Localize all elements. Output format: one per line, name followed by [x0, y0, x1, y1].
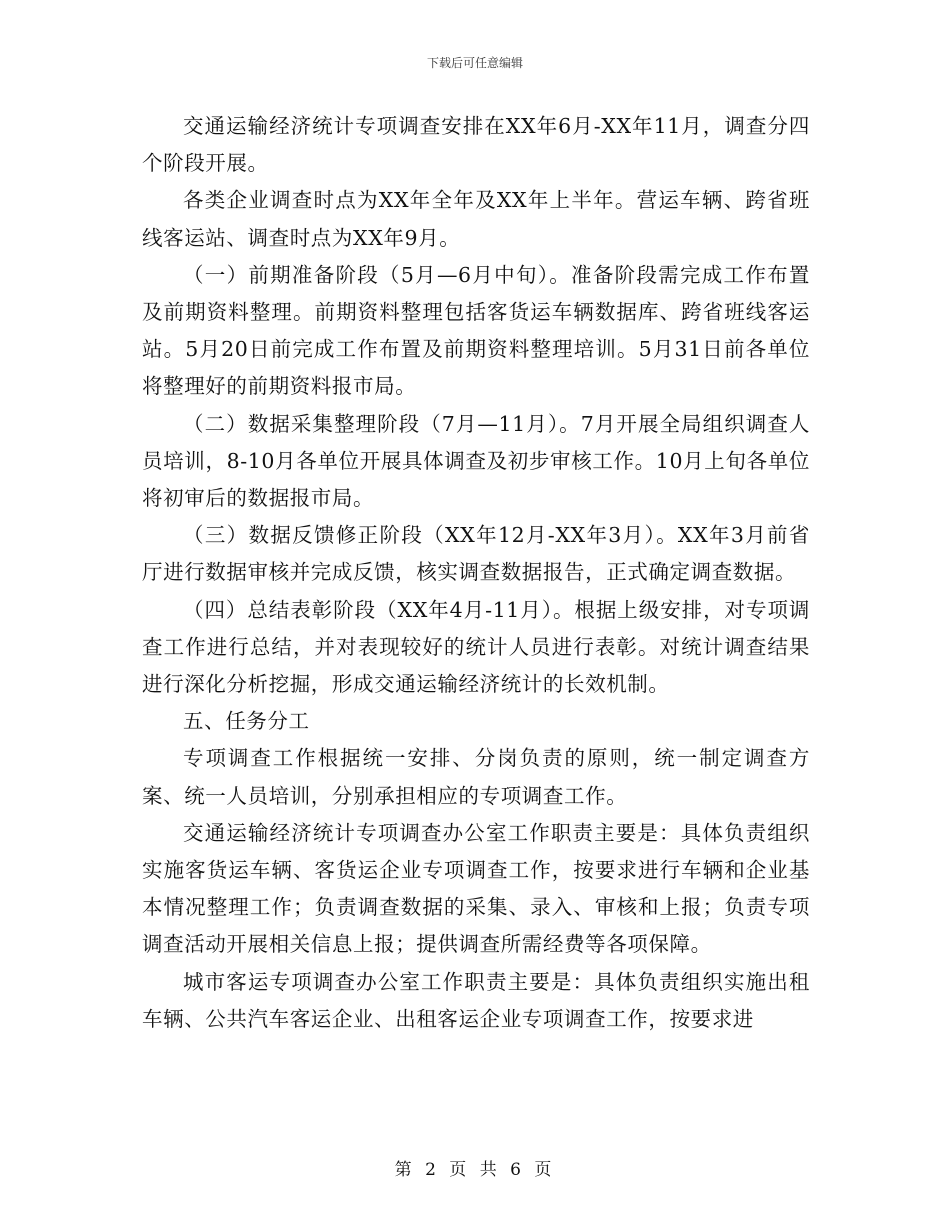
- paragraph: 交通运输经济统计专项调查办公室工作职责主要是：具体负责组织实施客货运车辆、客货运企业专项调查工作，按要求进行车辆和企业基本情况整理工作；负责调查数据的采集、录入、审核和上报；负责专项调查活动开展相关信息上报；提供调查所需经费等各项保障。: [142, 820, 810, 957]
- paragraph: （四）总结表彰阶段（XX年4月-11月）。根据上级安排，对专项调查工作进行总结，并对表现较好的统计人员进行表彰。对统计调查结果进行深化分析挖掘，形成交通运输经济统计的长效机制。: [142, 597, 810, 697]
- page-header: 下载后可任意编辑: [426, 56, 523, 70]
- paragraph: 各类企业调查时点为XX年全年及XX年上半年。营运车辆、跨省班线客运站、调查时点为XX年9月。: [142, 188, 810, 250]
- document-body: [142, 108, 810, 1038]
- paragraph: （三）数据反馈修正阶段（XX年12月-XX年3月）。XX年3月前省厅进行数据审核并完成反馈，核实调查数据报告，正式确定调查数据。: [142, 523, 810, 585]
- paragraph: （二）数据采集整理阶段（7月—11月）。7月开展全局组织调查人员培训，8-10月各单位开展具体调查及初步审核工作。10月上旬各单位将初审后的数据报市局。: [142, 411, 810, 511]
- section-heading: 五、任务分工: [183, 709, 310, 734]
- page-footer: 第 2 页 共 6 页: [394, 1160, 556, 1180]
- paragraph: 专项调查工作根据统一安排、分岗负责的原则，统一制定调查方案、统一人员培训，分别承担相应的专项调查工作。: [142, 746, 810, 808]
- paragraph: （一）前期准备阶段（5月—6月中旬）。准备阶段需完成工作布置及前期资料整理。前期资料整理包括客货运车辆数据库、跨省班线客运站。5月20日前完成工作布置及前期资料整理培训。5月31日前各单位将整理好的前期资料报市局。: [142, 262, 810, 399]
- paragraph: 交通运输经济统计专项调查安排在XX年6月-XX年11月，调查分四个阶段开展。: [142, 114, 810, 176]
- paragraph: 城市客运专项调查办公室工作职责主要是：具体负责组织实施出租车辆、公共汽车客运企业、出租客运企业专项调查工作，按要求进: [142, 969, 810, 1031]
